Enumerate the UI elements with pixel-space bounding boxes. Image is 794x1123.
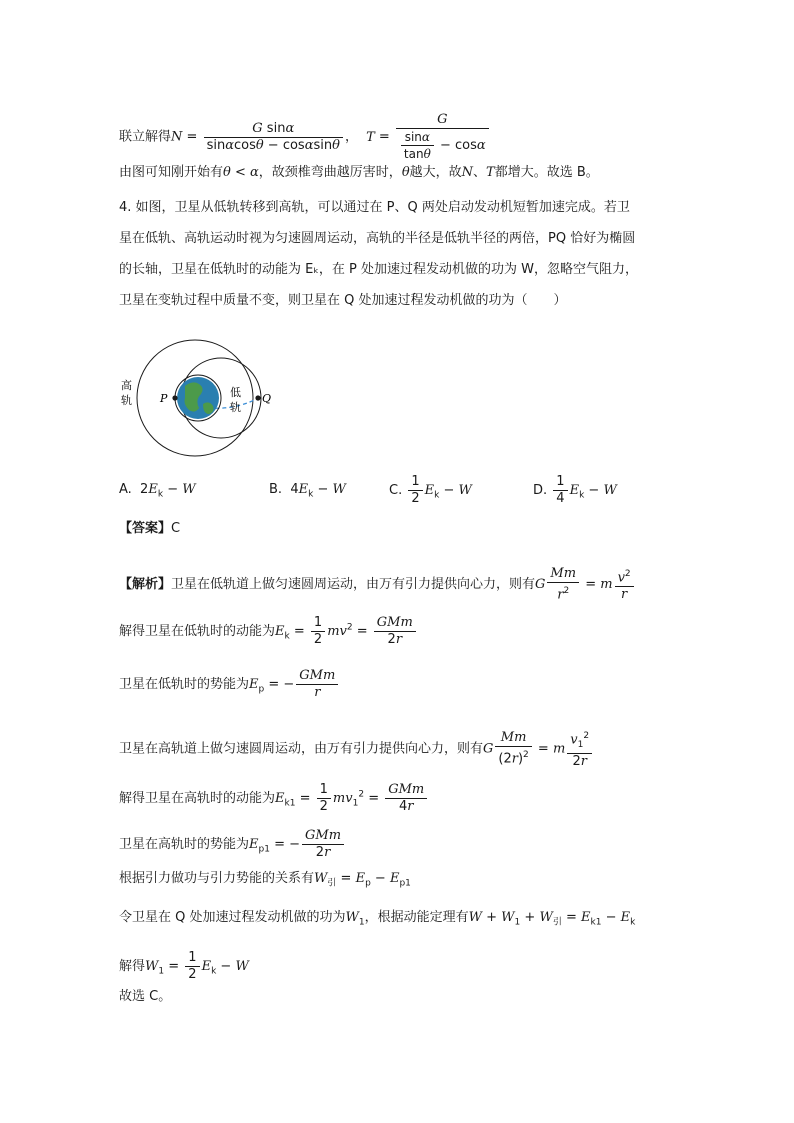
- option-c: C. $\frac{1}{2}$ $E_k - W$: [389, 474, 472, 506]
- point-q-dot: [255, 395, 260, 400]
- question-line-4: 卫星在变轨过程中质量不变，则卫星在 Q 处加速过程发动机做的功为（ ）: [119, 293, 567, 308]
- point-q-label: Q: [262, 392, 272, 405]
- conclusion-line: 由图可知刚开始有θ < α，故颈椎弯曲越厉害时，θ越大，故N、T都增大。故选 B。: [119, 165, 599, 180]
- analysis-line-5: 解得卫星在高轨时的动能为$E_{k1}$ = $\frac{1}{2}$ $mv_1^2$ = $\frac{\text{GMm}}{4r}$: [119, 782, 429, 815]
- low-orbit-label-2: 轨: [230, 401, 241, 414]
- high-orbit-label-1: 高: [121, 379, 132, 392]
- analysis-line-2: 解得卫星在低轨时的动能为$E_k$ = $\frac{1}{2}$ $mv^2$ = $\frac{\text{GMm}}{2r}$: [119, 615, 418, 648]
- analysis-line-7: 根据引力做功与引力势能的关系有$W_引 = E_p - E_{p1}$: [119, 871, 411, 889]
- analysis-line-1: 【解析】卫星在低轨道上做匀速圆周运动，由万有引力提供向心力，则有G $\frac{Mm}{r^2}$ = m $\frac{v^2}{r}$: [119, 566, 636, 603]
- option-b: B. $4E_k - W$: [269, 482, 346, 500]
- option-d: D. $\frac{1}{4}$ $E_k - W$: [533, 474, 617, 506]
- analysis-line-10: 故选 C。: [119, 989, 172, 1004]
- point-p-dot: [172, 395, 177, 400]
- lianli-text: 联立解得: [119, 129, 172, 145]
- question-line-2: 星在低轨、高轨运动时视为匀速圆周运动，高轨的半径是低轨半径的两倍，PQ 恰好为椭圆: [119, 231, 636, 246]
- point-p-label: P: [160, 392, 168, 405]
- analysis-line-4: 卫星在高轨道上做匀速圆周运动，由万有引力提供向心力，则有G $\frac{Mm}{(2r)^2}$ = m $\frac{v_1^2}{2r}$: [119, 728, 594, 770]
- question-number: 4.: [119, 200, 132, 215]
- analysis-line-3: 卫星在低轨时的势能为$E_p$ = − $\frac{\text{GMm}}{r}$: [119, 668, 340, 701]
- answer-line: [119, 520, 180, 538]
- question-4: [119, 192, 679, 316]
- option-a: A. $2E_k - W$: [119, 482, 196, 500]
- analysis-line-8: 令卫星在 Q 处加速过程发动机做的功为$W_1$，根据动能定理有$W + W_1 + W_引 = E_{k1} - E_k$: [119, 910, 636, 928]
- analysis-line-9: 解得$W_1$ = $\frac{1}{2}$ $E_k - W$: [119, 950, 249, 982]
- question-line-3: 的长轴，卫星在低轨时的动能为 Eₖ，在 P 处加速过程发动机做的功为 W，忽略空气阻力，: [119, 262, 638, 277]
- question-line-1: 如图，卫星从低轨转移到高轨，可以通过在 P、Q 两处启动发动机短暂加速完成。若卫: [135, 200, 630, 215]
- answer-value: C: [171, 521, 181, 536]
- low-orbit-label-1: 低: [230, 386, 241, 399]
- analysis-line-6: 卫星在高轨时的势能为$E_{p1}$ = − $\frac{\text{GMm}}{2r}$: [119, 828, 346, 861]
- orbit-figure: [115, 336, 285, 466]
- high-orbit-label-2: 轨: [121, 394, 132, 407]
- formula-line-n-t: 联立解得N = $\frac{\text{G sinα}}{\sin\alpha\cos\theta - \cos\alpha\sin\theta}$ ， T = G $\frac{\sin\alpha}{\tan\theta}$ − cosα: [119, 112, 491, 162]
- answer-tag: 【答案】: [119, 521, 172, 536]
